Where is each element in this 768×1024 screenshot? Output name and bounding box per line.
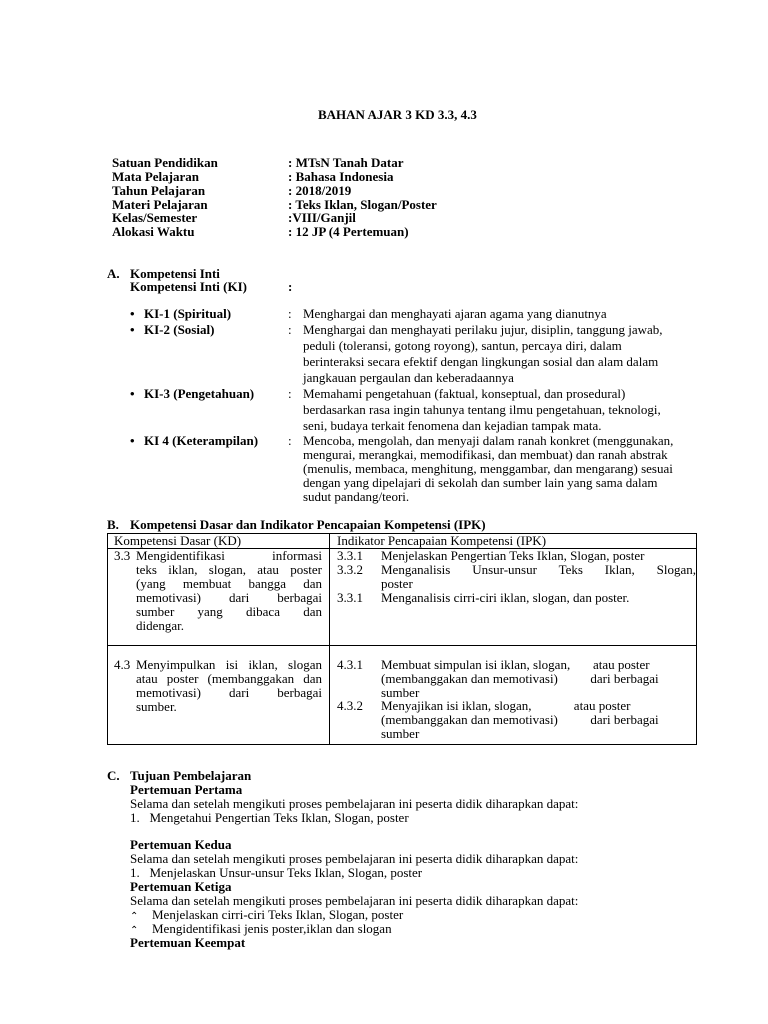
bullet-icon: •: [130, 322, 135, 337]
kd-line: (yang membuat bangga dan: [136, 576, 322, 591]
identity-label: Satuan Pendidikan: [112, 155, 218, 170]
ki-desc-line: (menulis, membaca, menghitung, menggambar, dan mengarang) sesuai: [303, 461, 673, 476]
identity-label: Tahun Pelajaran: [112, 183, 206, 198]
section-c-title: Tujuan Pembelajaran: [130, 768, 252, 783]
ki-desc-line: berinteraksi secara efektif dengan lingkungan sosial dan alam dalam: [303, 354, 659, 369]
kd-line: sumber yang dibaca dan: [136, 604, 322, 619]
section-b-title: Kompetensi Dasar dan Indikator Pencapaian Kompetensi (IPK): [130, 517, 486, 532]
table-row: [108, 549, 697, 646]
identity-value: : 12 JP (4 Pertemuan): [288, 224, 409, 239]
ki-desc-line: mengurai, merangkai, memodifikasi, dan membuat) dan ranah abstrak: [303, 447, 668, 462]
kd-number: 3.3: [114, 548, 131, 563]
identity-value: : 2018/2019: [288, 183, 352, 198]
column-header-ipk: Indikator Pencapaian Kompetensi (IPK): [337, 533, 547, 548]
identity-label: Kelas/Semester: [112, 210, 198, 225]
section-a-colon: :: [288, 279, 293, 294]
ki-item-label: • KI-2 (Sosial): [130, 322, 215, 337]
section-b-letter: B.: [107, 517, 119, 532]
kd-line: teks iklan, slogan, atau poster: [136, 562, 322, 577]
ipk-number: 3.3.1: [337, 548, 363, 563]
ki-desc-line: berdasarkan rasa ingin tahunya tentang ilmu pengetahuan, teknologi,: [303, 402, 661, 417]
ipk-number: 4.3.2: [337, 698, 363, 713]
ki-desc-line: sudut pandang/teori.: [303, 489, 410, 504]
ki-desc-line: Menghargai dan menghayati perilaku jujur, disiplin, tanggung jawab,: [303, 322, 663, 337]
meeting-title: Pertemuan Keempat: [130, 935, 246, 950]
ki-desc-line: jangkauan pergaulan dan keberadaannya: [303, 370, 514, 385]
table-header-row: [108, 534, 697, 549]
section-c-letter: C.: [107, 768, 120, 783]
section-a-title: Kompetensi Inti: [130, 266, 220, 281]
ki-desc-line: Menghargai dan menghayati ajaran agama yang dianutnya: [303, 306, 607, 321]
bullet-icon: •: [130, 386, 135, 401]
ki-desc-line: seni, budaya terkait fenomena dan kejadian tampak mata.: [303, 418, 602, 433]
ki-item-label: • KI 4 (Keterampilan): [130, 433, 259, 448]
meeting-title: Pertemuan Pertama: [130, 782, 243, 797]
meeting-intro: Selama dan setelah mengikuti proses pembelajaran ini peserta didik diharapkan dapat:: [130, 851, 579, 866]
ki-desc-line: peduli (toleransi, gotong royong), santun, percaya diri, dalam: [303, 338, 622, 353]
column-header-kd: Kompetensi Dasar (KD): [114, 533, 242, 548]
table-header-cell: [330, 534, 697, 549]
bullet-icon: •: [130, 433, 135, 448]
meeting-intro: Selama dan setelah mengikuti proses pembelajaran ini peserta didik diharapkan dapat:: [130, 893, 579, 908]
document-title: BAHAN AJAR 3 KD 3.3, 4.3: [318, 107, 477, 122]
kd-line: Menyimpulkan isi iklan, slogan: [136, 657, 322, 672]
arrow-up-bullet-icon: ⌃: [130, 925, 139, 936]
identity-value: : Teks Iklan, Slogan/Poster: [288, 197, 437, 212]
ipk-cell: [330, 549, 697, 646]
table-row: [108, 646, 697, 745]
meeting-intro: Selama dan setelah mengikuti proses pembelajaran ini peserta didik diharapkan dapat:: [130, 796, 579, 811]
kd-line: atau poster (membanggakan dan: [136, 671, 322, 686]
ipk-line: (membanggakan dan memotivasi) dari berbagai: [381, 712, 659, 727]
meeting-title: Pertemuan Kedua: [130, 837, 232, 852]
ipk-number: 3.3.1: [337, 590, 363, 605]
ki-desc-line: Memahami pengetahuan (faktual, konseptual, dan prosedural): [303, 386, 626, 401]
kd-line: didengar.: [136, 618, 185, 633]
ipk-number: 4.3.1: [337, 657, 363, 672]
ipk-line: sumber: [381, 726, 420, 741]
ipk-cell: [330, 646, 697, 745]
ki-desc-line: dengan yang dipelajari di sekolah dan sumber lain yang sama dalam: [303, 475, 658, 490]
ipk-line: Menganalisis cirri-ciri iklan, slogan, dan poster.: [381, 590, 630, 605]
identity-value: :VIII/Ganjil: [288, 210, 356, 225]
meeting-objective: ⌃ Mengidentifikasi jenis poster,iklan dan slogan: [130, 921, 392, 936]
ki-colon: :: [288, 306, 292, 321]
identity-label: Alokasi Waktu: [112, 224, 195, 239]
ipk-number: 3.3.2: [337, 562, 363, 577]
identity-value: : Bahasa Indonesia: [288, 169, 394, 184]
ipk-line: poster: [381, 576, 413, 591]
identity-label: Materi Pelajaran: [112, 197, 208, 212]
table-header-cell: [108, 534, 330, 549]
ki-item-label: • KI-3 (Pengetahuan): [130, 386, 255, 401]
kd-line: memotivasi) dari berbagai: [136, 590, 322, 605]
ki-colon: :: [288, 322, 292, 337]
ipk-line: sumber: [381, 685, 420, 700]
section-a-subtitle: Kompetensi Inti (KI): [130, 279, 247, 294]
identity-value: : MTsN Tanah Datar: [288, 155, 404, 170]
section-a-letter: A.: [107, 266, 120, 281]
bullet-icon: •: [130, 306, 135, 321]
arrow-up-bullet-icon: ⌃: [130, 911, 139, 922]
kd-number: 4.3: [114, 657, 131, 672]
kd-ipk-table: [107, 533, 697, 745]
kd-line: sumber.: [136, 699, 177, 714]
ipk-line: (membanggakan dan memotivasi) dari berbagai: [381, 671, 659, 686]
ipk-line: Membuat simpulan isi iklan, slogan, atau poster: [381, 657, 650, 672]
ki-desc-line: Mencoba, mengolah, dan menyaji dalam ranah konkret (menggunakan,: [303, 433, 674, 448]
kd-cell: [108, 646, 330, 745]
kd-cell: [108, 549, 330, 646]
meeting-objective: ⌃ Menjelaskan cirri-ciri Teks Iklan, Slogan, poster: [130, 907, 404, 922]
identity-label: Mata Pelajaran: [112, 169, 200, 184]
meeting-objective: 1. Mengetahui Pengertian Teks Iklan, Slogan, poster: [130, 810, 409, 825]
ki-item-label: • KI-1 (Spiritual): [130, 306, 232, 321]
ipk-line: Menjelaskan Pengertian Teks Iklan, Slogan, poster: [381, 548, 645, 563]
ki-colon: :: [288, 386, 292, 401]
ipk-line: Menganalisis Unsur-unsur Teks Iklan, Slogan,: [381, 562, 696, 577]
meeting-title: Pertemuan Ketiga: [130, 879, 232, 894]
kd-line: memotivasi) dari berbagai: [136, 685, 322, 700]
ki-colon: :: [288, 433, 292, 448]
kd-line: Mengidentifikasi informasi: [136, 548, 322, 563]
meeting-objective: 1. Menjelaskan Unsur-unsur Teks Iklan, Slogan, poster: [130, 865, 423, 880]
ipk-line: Menyajikan isi iklan, slogan, atau poster: [381, 698, 631, 713]
